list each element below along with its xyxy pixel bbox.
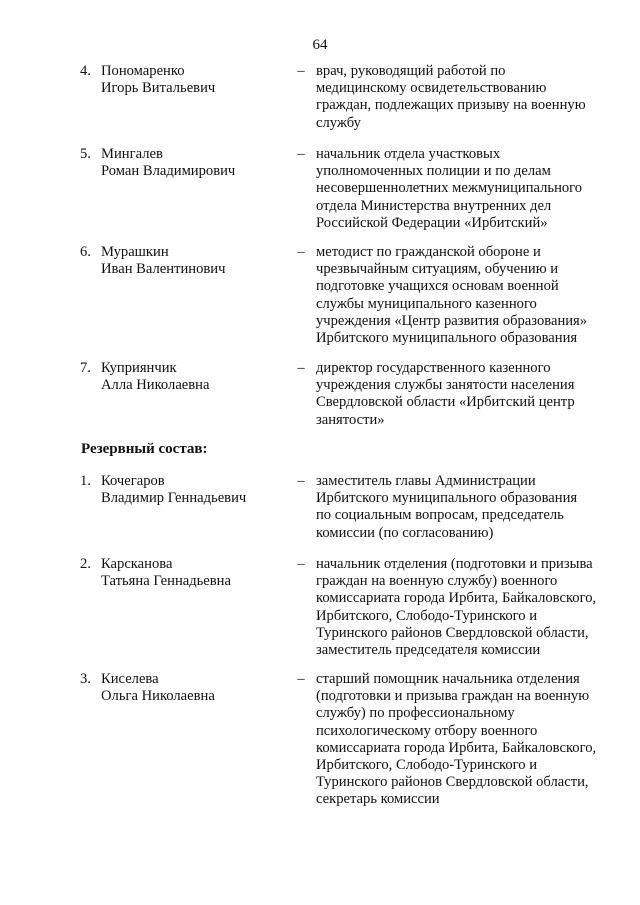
member-surname: Мурашкин	[101, 244, 169, 260]
role-line: чрезвычайным ситуациям, обучению и	[316, 261, 559, 278]
member-surname: Куприянчик	[101, 360, 177, 376]
role-line: врач, руководящий работой по	[316, 63, 506, 79]
member-name	[101, 671, 291, 705]
member-role	[316, 671, 616, 809]
role-line: подготовке учащихся основам военной	[316, 278, 559, 295]
separator-dash: –	[297, 244, 305, 260]
role-line: Туринского районов Свердловской области,	[316, 774, 589, 791]
role-line: директор государственного казенного	[316, 360, 551, 376]
role-line: комиссариата города Ирбита, Байкаловского,	[316, 590, 597, 607]
role-line: по социальным вопросам, председатель	[316, 507, 564, 524]
role-line: секретарь комиссии	[316, 791, 440, 808]
member-name	[101, 473, 291, 507]
member-given-name: Иван Валентинович	[101, 261, 226, 278]
role-line: Ирбитского муниципального образования	[316, 330, 578, 347]
page-number: 64	[312, 37, 328, 53]
member-role	[316, 556, 616, 659]
member-surname: Карсканова	[101, 556, 173, 572]
role-line: несовершеннолетних межмуниципального	[316, 180, 583, 197]
role-line: Ирбитского муниципального образования	[316, 490, 578, 507]
role-line: начальник отделения (подготовки и призыва	[316, 556, 593, 572]
member-name	[101, 146, 291, 180]
role-line: медицинскому освидетельствованию	[316, 80, 547, 97]
member-surname: Кочегаров	[101, 473, 165, 489]
role-line: старший помощник начальника отделения	[316, 671, 580, 687]
separator-dash: –	[297, 473, 305, 489]
member-role	[316, 473, 616, 542]
member-surname: Пономаренко	[101, 63, 185, 79]
role-line: службы муниципального казенного	[316, 295, 537, 312]
role-line: граждан на военную службу) военного	[316, 573, 558, 590]
role-line: службу) по профессиональному	[316, 705, 515, 722]
role-line: Туринского районов Свердловской области,	[316, 624, 589, 641]
member-role	[316, 146, 616, 232]
member-number: 4.	[80, 63, 91, 79]
role-line: комиссии (по согласованию)	[316, 524, 494, 541]
member-given-name: Роман Владимирович	[101, 163, 236, 180]
separator-dash: –	[297, 556, 305, 572]
member-number: 3.	[80, 671, 91, 687]
member-number: 7.	[80, 360, 91, 376]
member-number: 2.	[80, 556, 91, 572]
member-given-name: Татьяна Геннадьевна	[101, 573, 231, 590]
member-name	[101, 63, 291, 97]
separator-dash: –	[297, 63, 305, 79]
member-role	[316, 244, 616, 347]
role-line: Ирбитского, Слободо-Туринского и	[316, 757, 538, 774]
member-name	[101, 244, 291, 278]
role-line: методист по гражданской обороне и	[316, 244, 541, 260]
member-role	[316, 63, 616, 132]
role-line: Российской Федерации «Ирбитский»	[316, 214, 548, 231]
member-name	[101, 360, 291, 394]
role-line: учреждения «Центр развития образования»	[316, 312, 588, 329]
member-given-name: Алла Николаевна	[101, 377, 210, 394]
member-number: 5.	[80, 146, 91, 162]
member-given-name: Владимир Геннадьевич	[101, 490, 247, 507]
role-line: уполномоченных полиции и по делам	[316, 163, 551, 180]
role-line: службу	[316, 114, 361, 131]
role-line: психологическому отбору военного	[316, 722, 538, 739]
role-line: комиссариата города Ирбита, Байкаловского,	[316, 739, 597, 756]
role-line: начальник отдела участковых	[316, 146, 501, 162]
member-role	[316, 360, 616, 429]
role-line: занятости»	[316, 411, 385, 428]
separator-dash: –	[297, 146, 305, 162]
member-number: 6.	[80, 244, 91, 260]
role-line: граждан, подлежащих призыву на военную	[316, 97, 586, 114]
member-surname: Киселева	[101, 671, 159, 687]
role-line: (подготовки и призыва граждан на военную	[316, 688, 590, 705]
role-line: Ирбитского, Слободо-Туринского и	[316, 607, 538, 624]
member-number: 1.	[80, 473, 91, 489]
role-line: Свердловской области «Ирбитский центр	[316, 394, 575, 411]
separator-dash: –	[297, 671, 305, 687]
reserve-heading: Резервный состав:	[81, 441, 208, 457]
member-given-name: Игорь Витальевич	[101, 80, 216, 97]
role-line: отдела Министерства внутренних дел	[316, 197, 552, 214]
role-line: учреждения службы занятости населения	[316, 377, 575, 394]
member-surname: Мингалев	[101, 146, 163, 162]
role-line: заместитель главы Администрации	[316, 473, 536, 489]
member-given-name: Ольга Николаевна	[101, 688, 215, 705]
member-name	[101, 556, 291, 590]
role-line: заместитель председателя комиссии	[316, 642, 541, 659]
separator-dash: –	[297, 360, 305, 376]
